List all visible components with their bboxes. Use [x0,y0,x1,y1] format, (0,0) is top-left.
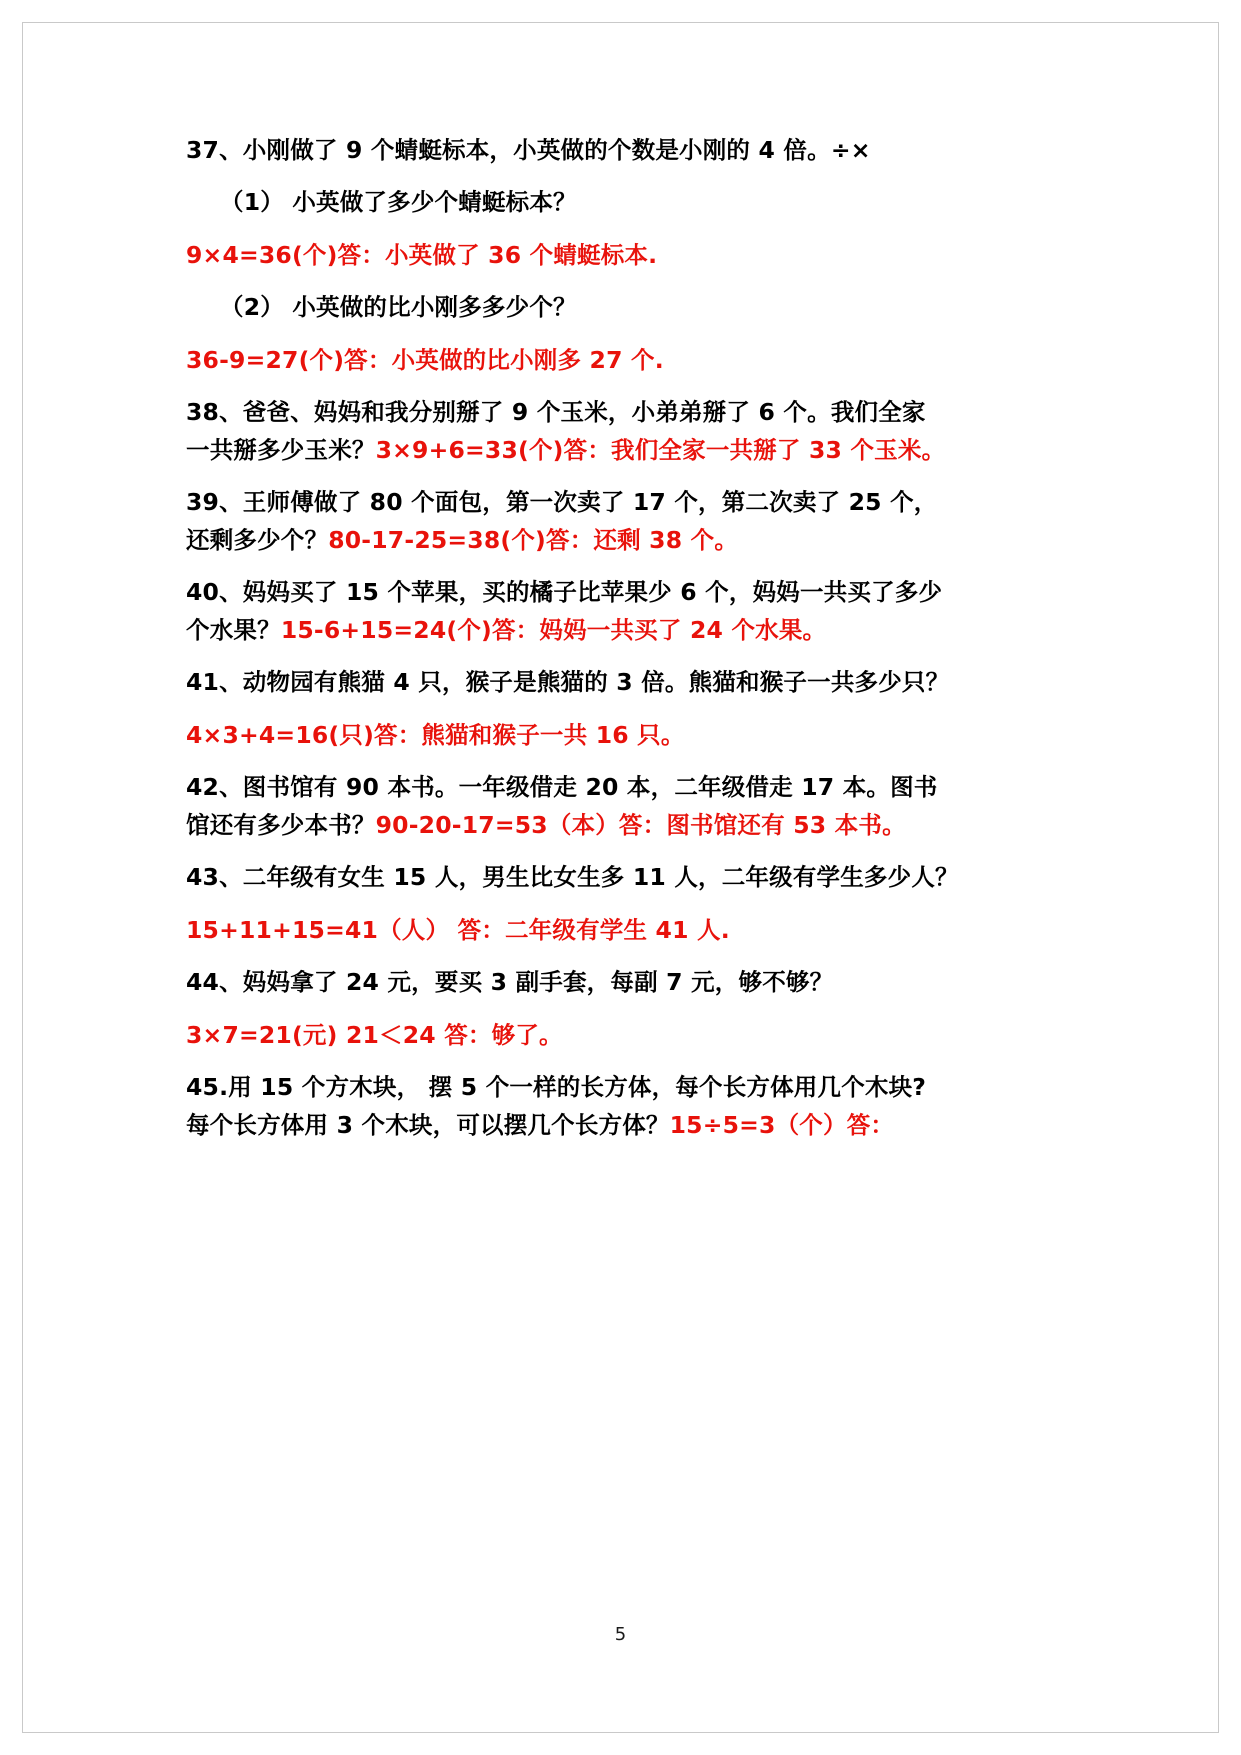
answer-prefix-text: 一共掰多少玉米？ [186,435,376,464]
answer-prefix-text: 馆还有多少本书？ [186,810,376,839]
problem-sub-question: （2） 小英做的比小刚多多少个？ [220,293,577,322]
problem-statement: 37、小刚做了 9 个蜻蜓标本，小英做的个数是小刚的 4 倍。÷× [186,136,871,164]
answer-prefix-text: 每个长方体用 3 个木块，可以摆几个长方体？ [186,1110,670,1139]
problem-answer-line [186,615,1086,646]
problem-answer: 80-17-25=38(个)答：还剩 38 个。 [328,525,739,554]
problem-statement: 45.用 15 个方木块， 摆 5 个一样的长方体，每个长方体用几个木块? [186,1073,927,1102]
problem-answer: 3×7=21(元) 21＜24 答：够了。 [186,1020,563,1049]
problem-statement: 44、妈妈拿了 24 元，要买 3 副手套，每副 7 元，够不够？ [186,968,834,997]
problem-answer-line [186,435,1086,466]
problem-answer: 15+11+15=41（人） 答：二年级有学生 41 人. [186,915,730,944]
problem-sub-question: （1） 小英做了多少个蜻蜓标本？ [220,188,577,217]
problem-answer: 15-6+15=24(个)答：妈妈一共买了 24 个水果。 [280,615,827,644]
problem-answer: 3×9+6=33(个)答：我们全家一共掰了 33 个玉米。 [375,435,946,464]
answer-prefix-text: 个水果？ [186,615,281,644]
problem-statement: 39、王师傅做了 80 个面包，第一次卖了 17 个，第二次卖了 25 个， [186,488,938,517]
problem-answer-line [186,810,1086,841]
problem-answer-line [186,525,1086,556]
problem-answer: 36-9=27(个)答：小英做的比小刚多 27 个. [186,345,664,374]
problem-answer: 90-20-17=53（本）答：图书馆还有 53 本书。 [375,810,906,839]
page-number: 5 [614,1624,627,1645]
problem-answer: 9×4=36(个)答：小英做了 36 个蜻蜓标本. [186,240,658,269]
problem-statement: 42、图书馆有 90 本书。一年级借走 20 本，二年级借走 17 本。图书 [186,773,938,802]
problem-answer-line [186,1110,1086,1141]
problem-statement: 38、爸爸、妈妈和我分别掰了 9 个玉米，小弟弟掰了 6 个。我们全家 [186,398,926,427]
answer-prefix-text: 还剩多少个？ [186,525,329,554]
problem-statement: 41、动物园有熊猫 4 只，猴子是熊猫的 3 倍。熊猫和猴子一共多少只？ [186,668,950,697]
problem-answer: 4×3+4=16(只)答：熊猫和猴子一共 16 只。 [186,720,685,749]
problem-statement: 43、二年级有女生 15 人，男生比女生多 11 人，二年级有学生多少人？ [186,863,959,892]
problem-answer: 15÷5=3（个）答： [669,1110,895,1139]
document-body [186,135,1086,1162]
problem-statement: 40、妈妈买了 15 个苹果，买的橘子比苹果少 6 个，妈妈一共买了多少 [186,578,943,607]
